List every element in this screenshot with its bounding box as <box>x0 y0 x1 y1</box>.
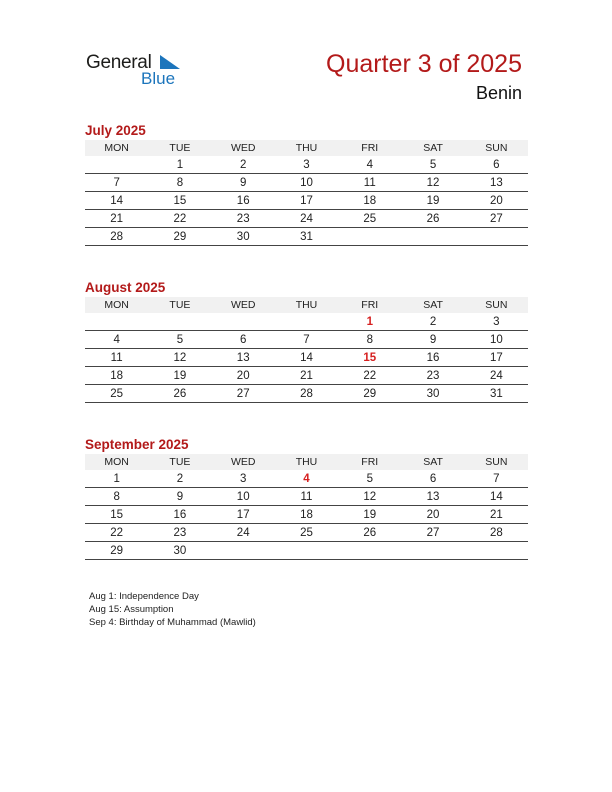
day-cell <box>401 542 464 560</box>
day-cell: 5 <box>338 470 401 488</box>
month-august <box>85 279 528 403</box>
day-cell: 14 <box>85 192 148 210</box>
day-cell: 1 <box>338 313 401 331</box>
day-cell <box>465 228 528 246</box>
day-cell: 17 <box>465 349 528 367</box>
day-cell <box>465 542 528 560</box>
day-cell: 15 <box>85 506 148 524</box>
day-cell: 4 <box>275 470 338 488</box>
weekday-header-row <box>85 297 528 313</box>
week-row <box>85 524 528 542</box>
week-row <box>85 313 528 331</box>
day-cell: 20 <box>401 506 464 524</box>
day-cell: 31 <box>465 385 528 403</box>
day-cell: 13 <box>465 174 528 192</box>
day-cell: 9 <box>148 488 211 506</box>
weekday-header: SAT <box>401 297 464 313</box>
day-cell: 28 <box>465 524 528 542</box>
day-cell: 27 <box>465 210 528 228</box>
page-title: Quarter 3 of 2025 <box>326 50 522 78</box>
week-row <box>85 156 528 174</box>
day-cell: 7 <box>275 331 338 349</box>
day-cell <box>212 542 275 560</box>
week-row <box>85 542 528 560</box>
day-cell: 2 <box>148 470 211 488</box>
day-cell: 30 <box>401 385 464 403</box>
day-cell: 10 <box>275 174 338 192</box>
week-row <box>85 367 528 385</box>
day-cell: 25 <box>85 385 148 403</box>
weekday-header: THU <box>275 454 338 470</box>
day-cell: 12 <box>401 174 464 192</box>
country-name: Benin <box>475 83 522 103</box>
day-cell: 5 <box>148 331 211 349</box>
logo-general-text: General <box>86 52 152 73</box>
week-row <box>85 506 528 524</box>
day-cell: 3 <box>212 470 275 488</box>
day-cell: 11 <box>85 349 148 367</box>
day-cell: 21 <box>85 210 148 228</box>
day-cell: 15 <box>148 192 211 210</box>
day-cell: 9 <box>212 174 275 192</box>
day-cell <box>212 313 275 331</box>
day-cell: 23 <box>148 524 211 542</box>
day-cell: 30 <box>212 228 275 246</box>
day-cell: 22 <box>85 524 148 542</box>
month-title: August 2025 <box>85 280 166 295</box>
day-cell: 28 <box>85 228 148 246</box>
day-cell: 3 <box>275 156 338 174</box>
day-cell <box>275 542 338 560</box>
day-cell: 19 <box>338 506 401 524</box>
calendar-table <box>85 140 528 246</box>
week-row <box>85 210 528 228</box>
day-cell: 21 <box>465 506 528 524</box>
day-cell: 12 <box>338 488 401 506</box>
weekday-header-row <box>85 140 528 156</box>
weekday-header: THU <box>275 140 338 156</box>
week-row <box>85 228 528 246</box>
day-cell: 7 <box>465 470 528 488</box>
weekday-header: TUE <box>148 297 211 313</box>
day-cell: 16 <box>401 349 464 367</box>
logo-flag-icon <box>160 55 180 69</box>
holiday-note: Aug 1: Independence Day <box>89 591 199 602</box>
month-july <box>85 122 528 246</box>
weekday-header: WED <box>212 454 275 470</box>
week-row <box>85 174 528 192</box>
week-row <box>85 488 528 506</box>
weekday-header: FRI <box>338 454 401 470</box>
logo-blue-text: Blue <box>141 69 176 88</box>
day-cell: 24 <box>212 524 275 542</box>
day-cell: 17 <box>212 506 275 524</box>
day-cell: 14 <box>275 349 338 367</box>
day-cell <box>85 156 148 174</box>
day-cell: 30 <box>148 542 211 560</box>
weekday-header-row <box>85 454 528 470</box>
weekday-header: TUE <box>148 140 211 156</box>
day-cell: 26 <box>148 385 211 403</box>
day-cell: 22 <box>148 210 211 228</box>
day-cell: 24 <box>275 210 338 228</box>
day-cell: 21 <box>275 367 338 385</box>
day-cell <box>401 228 464 246</box>
weekday-header: FRI <box>338 140 401 156</box>
weekday-header: MON <box>85 140 148 156</box>
day-cell: 6 <box>401 470 464 488</box>
day-cell: 1 <box>148 156 211 174</box>
day-cell: 5 <box>401 156 464 174</box>
weekday-header: SAT <box>401 140 464 156</box>
day-cell: 2 <box>212 156 275 174</box>
day-cell: 9 <box>401 331 464 349</box>
day-cell: 25 <box>275 524 338 542</box>
weekday-header: THU <box>275 297 338 313</box>
holiday-note: Aug 15: Assumption <box>89 604 174 615</box>
month-september <box>85 436 528 560</box>
day-cell: 26 <box>338 524 401 542</box>
day-cell: 16 <box>148 506 211 524</box>
day-cell: 3 <box>465 313 528 331</box>
day-cell: 27 <box>401 524 464 542</box>
day-cell: 14 <box>465 488 528 506</box>
day-cell: 27 <box>212 385 275 403</box>
day-cell <box>275 313 338 331</box>
weekday-header: SAT <box>401 454 464 470</box>
day-cell: 8 <box>85 488 148 506</box>
day-cell: 8 <box>338 331 401 349</box>
day-cell: 10 <box>212 488 275 506</box>
day-cell: 29 <box>338 385 401 403</box>
day-cell: 19 <box>401 192 464 210</box>
day-cell: 24 <box>465 367 528 385</box>
weekday-header: MON <box>85 297 148 313</box>
day-cell: 18 <box>338 192 401 210</box>
day-cell: 11 <box>338 174 401 192</box>
day-cell: 7 <box>85 174 148 192</box>
weekday-header: SUN <box>465 140 528 156</box>
day-cell: 6 <box>212 331 275 349</box>
day-cell: 17 <box>275 192 338 210</box>
day-cell <box>148 313 211 331</box>
day-cell: 2 <box>401 313 464 331</box>
calendar-table <box>85 297 528 403</box>
day-cell: 15 <box>338 349 401 367</box>
week-row <box>85 470 528 488</box>
day-cell: 10 <box>465 331 528 349</box>
weekday-header: WED <box>212 297 275 313</box>
day-cell: 18 <box>275 506 338 524</box>
day-cell: 4 <box>338 156 401 174</box>
day-cell: 13 <box>401 488 464 506</box>
weekday-header: MON <box>85 454 148 470</box>
holiday-note: Sep 4: Birthday of Muhammad (Mawlid) <box>89 617 256 628</box>
week-row <box>85 349 528 367</box>
day-cell: 26 <box>401 210 464 228</box>
day-cell: 13 <box>212 349 275 367</box>
generalblue-logo <box>86 52 186 92</box>
weekday-header: SUN <box>465 454 528 470</box>
day-cell: 22 <box>338 367 401 385</box>
day-cell: 12 <box>148 349 211 367</box>
month-title: September 2025 <box>85 437 189 452</box>
day-cell: 1 <box>85 470 148 488</box>
weekday-header: SUN <box>465 297 528 313</box>
weekday-header: FRI <box>338 297 401 313</box>
day-cell: 20 <box>465 192 528 210</box>
week-row <box>85 385 528 403</box>
day-cell: 31 <box>275 228 338 246</box>
day-cell: 8 <box>148 174 211 192</box>
weekday-header: WED <box>212 140 275 156</box>
week-row <box>85 331 528 349</box>
day-cell: 29 <box>85 542 148 560</box>
day-cell: 28 <box>275 385 338 403</box>
day-cell: 29 <box>148 228 211 246</box>
day-cell <box>85 313 148 331</box>
day-cell: 23 <box>212 210 275 228</box>
day-cell <box>338 542 401 560</box>
day-cell: 19 <box>148 367 211 385</box>
day-cell: 6 <box>465 156 528 174</box>
day-cell: 11 <box>275 488 338 506</box>
day-cell: 20 <box>212 367 275 385</box>
day-cell: 18 <box>85 367 148 385</box>
week-row <box>85 192 528 210</box>
day-cell <box>338 228 401 246</box>
day-cell: 25 <box>338 210 401 228</box>
month-title: July 2025 <box>85 123 146 138</box>
day-cell: 23 <box>401 367 464 385</box>
day-cell: 16 <box>212 192 275 210</box>
holiday-notes <box>89 590 256 629</box>
day-cell: 4 <box>85 331 148 349</box>
weekday-header: TUE <box>148 454 211 470</box>
calendar-table <box>85 454 528 560</box>
